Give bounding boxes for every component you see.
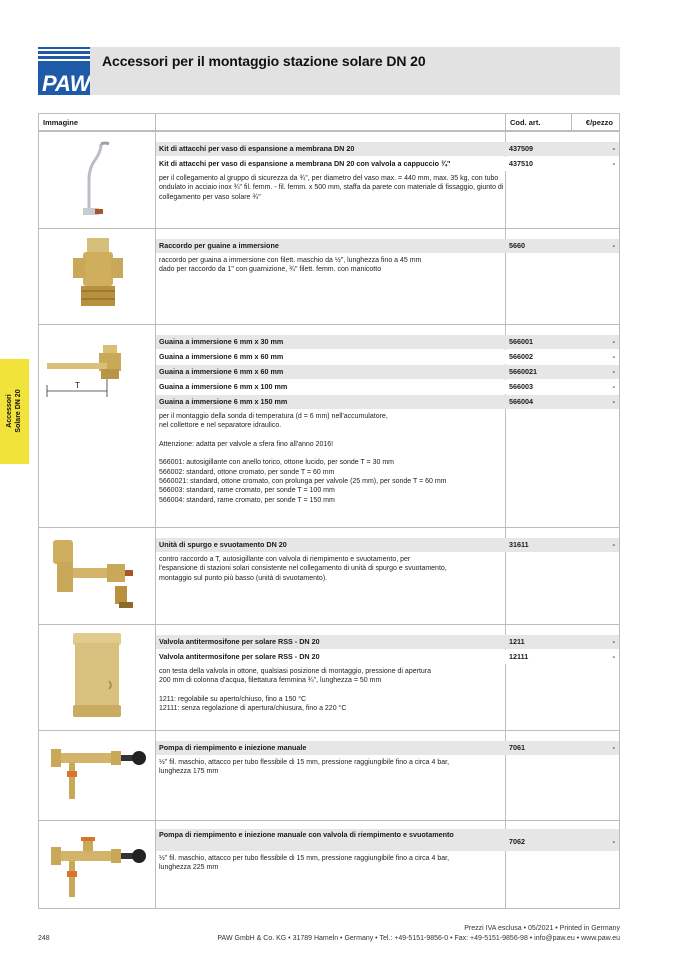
product-price: - (612, 397, 615, 406)
product-row[interactable] (156, 635, 619, 649)
product-row[interactable] (156, 239, 619, 253)
product-row[interactable] (156, 142, 619, 156)
product-name: Kit di attacchi per vaso di espansione a membrana DN 20 (159, 144, 355, 153)
product-table (38, 113, 620, 909)
product-description: raccordo per guaina a immersione con filett. maschio da ½", lunghezza fino a 45 mm dado per raccordo da 1" con guarnizione, ¾" filett. femm. con manicotto (159, 257, 422, 274)
product-code: 12111 (509, 652, 529, 661)
product-price: - (612, 367, 615, 376)
page-header (38, 47, 620, 95)
product-code: 566003 (509, 382, 533, 391)
product-name: Valvola antitermosifone per solare RSS - DN 20 (159, 637, 320, 646)
product-price: - (612, 241, 615, 250)
immersion-sleeve-fitting-image (69, 234, 129, 319)
svg-text:PAW: PAW (42, 71, 90, 95)
drain-unit-image (47, 536, 137, 621)
product-group (39, 820, 619, 908)
product-price: - (612, 540, 615, 549)
section-side-tab[interactable] (0, 359, 29, 464)
product-name: Guaina a immersione 6 mm x 60 mm (159, 352, 284, 361)
dimension-label: T (75, 381, 80, 390)
product-row[interactable] (156, 829, 619, 851)
product-code: 5660 (509, 241, 525, 250)
product-price: - (612, 637, 615, 646)
product-group (39, 324, 619, 527)
product-code: 7062 (509, 837, 525, 846)
product-price: - (612, 144, 615, 153)
product-name: Unità di spurgo e svuotamento DN 20 (159, 540, 287, 549)
product-group (39, 527, 619, 624)
product-name: Guaina a immersione 6 mm x 100 mm (159, 382, 288, 391)
hand-pump-image (47, 739, 147, 814)
product-price: - (612, 159, 615, 168)
immersion-sleeve-image (43, 333, 153, 418)
table-header (39, 114, 619, 131)
product-row[interactable] (156, 650, 619, 664)
expansion-vessel-kit-image (75, 140, 115, 225)
side-tab-line1: Accessori (6, 394, 13, 428)
product-group (39, 131, 619, 228)
footer-contact: PAW GmbH & Co. KG • 31789 Hameln • Germany • Tel.: +49-5151-9856-0 • Fax: +49-5151-9856-98 • info@paw.eu • www.paw.eu (217, 935, 620, 942)
product-group (39, 228, 619, 324)
product-row[interactable] (156, 741, 619, 755)
product-price: - (612, 382, 615, 391)
product-name: Kit di attacchi per vaso di espansione a membrana DN 20 con valvola a cappuccio ¾" (159, 159, 451, 168)
column-header-image: Immagine (43, 118, 79, 127)
product-name: Guaina a immersione 6 mm x 30 mm (159, 337, 284, 346)
product-code: 31611 (509, 540, 529, 549)
footer-pricing-note: Prezzi IVA esclusa • 05/2021 • Printed in Germany (464, 925, 620, 932)
product-name: Raccordo per guaine a immersione (159, 241, 279, 250)
product-code: 5660021 (509, 367, 537, 376)
product-name: Pompa di riempimento e iniezione manuale con valvola di riempimento e svuotamento (159, 830, 454, 839)
product-code: 566001 (509, 337, 533, 346)
product-description: per il montaggio della sonda di temperatura (d = 6 mm) nell'accumulatore, nel collettore e nel separatore idraulico. Attenzione: adatta per valvole a sfera fino all'anno 2016! 566001: autosigillante con anello torico, ottone lucido, per sonde T = 30 mm 566002: standard, ottone cromato, per sonde T = 60 mm 5660021: standard, ottone cromato, con prolunga per valvole (25 mm), per sonde T = 60 mm 566003: standard, rame cromato, per sonde T = 100 mm 566004: standard, rame cromato, per sonde T = 150 mm (159, 413, 447, 504)
product-code: 566004 (509, 397, 533, 406)
page-number: 248 (38, 935, 50, 942)
product-description: ½" fil. maschio, attacco per tubo flessibile di 15 mm, pressione raggiungibile fino a circa 4 bar, lunghezza 175 mm (159, 759, 450, 776)
product-group (39, 730, 619, 820)
product-description: per il collegamento al gruppo di sicurezza da ¾", per diametro del vaso max. = 440 mm, max. 35 kg, con tubo ondulato in acciaio inox ¾" fil. femm. - fil. femm. x 500 mm, staffa da parete con materiale di fissaggio, giunto di collegamento per vaso solare ¾" (159, 175, 504, 201)
product-name: Guaina a immersione 6 mm x 60 mm (159, 367, 284, 376)
column-header-price: €/pezzo (585, 118, 613, 127)
product-description: con testa della valvola in ottone, qualsiasi posizione di montaggio, pressione di apertura 200 mm di colonna d'acqua, filettatura femmina ¾", lunghezza = 50 mm 1211: regolabile su aperto/chiuso, fino a 150 °C 12111: senza regolazione di apertura/chiusura, fino a 220 °C (159, 668, 432, 713)
product-price: - (612, 652, 615, 661)
product-price: - (612, 743, 615, 752)
paw-logo (38, 47, 90, 95)
check-valve-image (69, 631, 125, 724)
product-code: 566002 (509, 352, 533, 361)
product-row[interactable] (156, 350, 619, 364)
product-code: 1211 (509, 637, 525, 646)
product-row[interactable] (156, 538, 619, 552)
product-code: 7061 (509, 743, 525, 752)
product-row[interactable] (156, 380, 619, 394)
side-tab-line2: Solare DN 20 (15, 389, 22, 433)
side-tab-label (5, 389, 23, 432)
product-price: - (612, 352, 615, 361)
product-price: - (612, 837, 615, 846)
product-row[interactable] (156, 157, 619, 171)
column-divider (571, 114, 572, 131)
hand-pump-valve-image (47, 837, 147, 906)
product-name: Guaina a immersione 6 mm x 150 mm (159, 397, 288, 406)
product-row[interactable] (156, 365, 619, 379)
product-code: 437509 (509, 144, 533, 153)
product-name: Valvola antitermosifone per solare RSS - DN 20 (159, 652, 320, 661)
column-header-code: Cod. art. (510, 118, 541, 127)
product-group (39, 624, 619, 730)
product-description: ½" fil. maschio, attacco per tubo flessibile di 15 mm, pressione raggiungibile fino a circa 4 bar, lunghezza 225 mm (159, 855, 450, 872)
product-row[interactable] (156, 395, 619, 409)
product-row[interactable] (156, 335, 619, 349)
product-name: Pompa di riempimento e iniezione manuale (159, 743, 307, 752)
page-title: Accessori per il montaggio stazione solare DN 20 (102, 53, 426, 69)
product-price: - (612, 337, 615, 346)
product-code: 437510 (509, 159, 533, 168)
product-description: contro raccordo a T, autosigillante con valvola di riempimento e svuotamento, per l'espansione di stazioni solari consistente nel collegamento di unità di spurgo e svuotamento, montaggio sul punto più basso (unità di svuotamento). (159, 556, 447, 582)
